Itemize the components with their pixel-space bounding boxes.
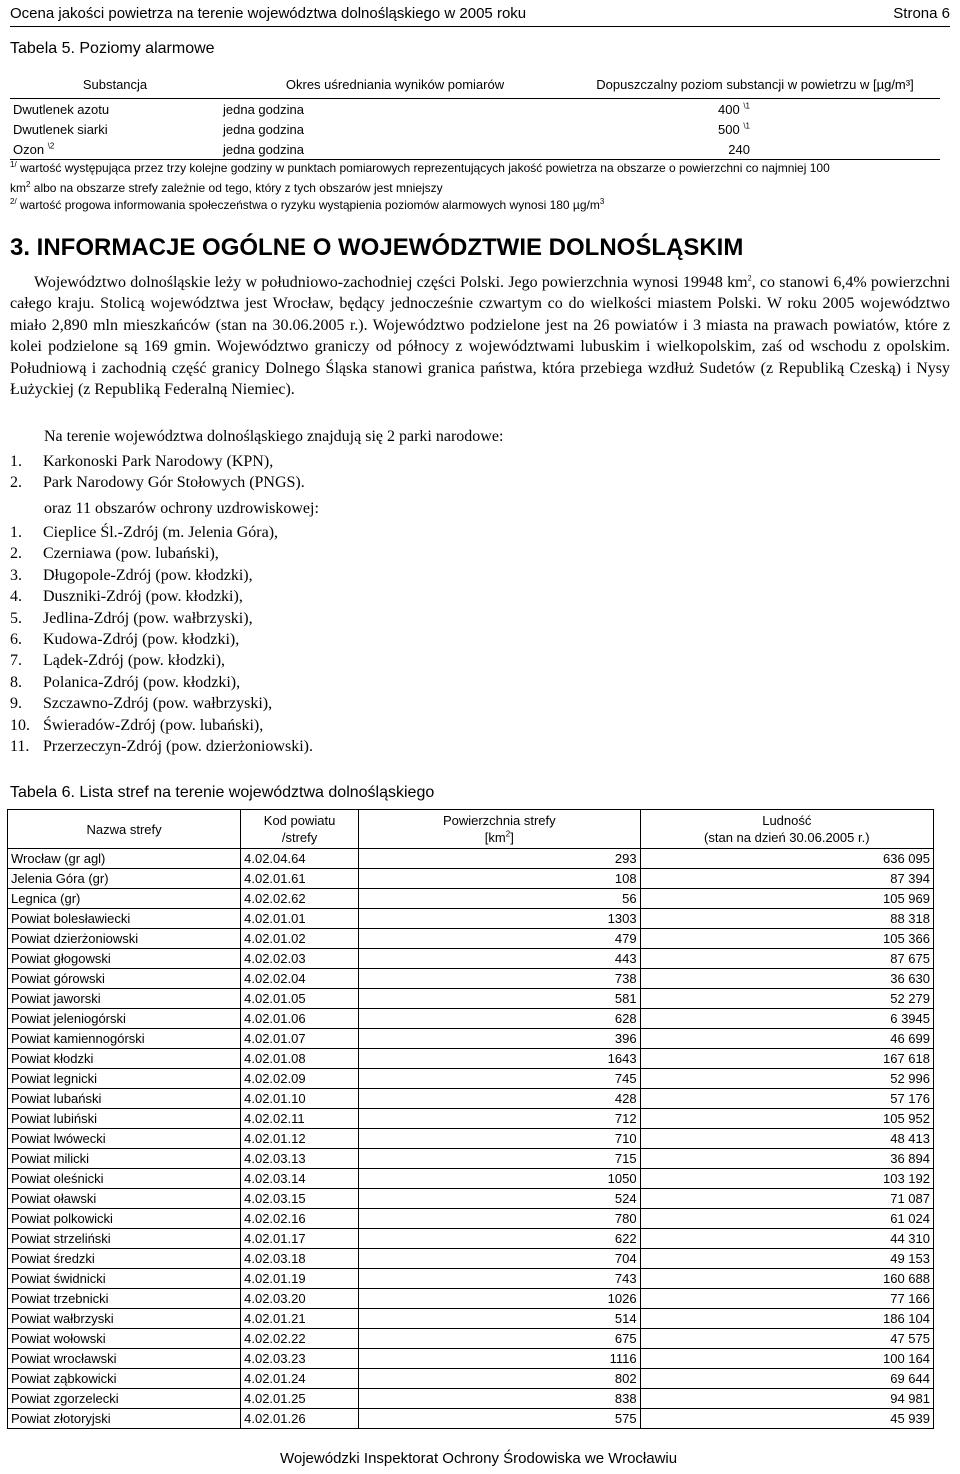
paragraph-text: , co stanowi 6,4% powierzchni całego kraju. Stolicą województwa jest Wrocław, będący jednocześnie czwartym co do wielkości miastem Polski. W roku 2005 województwo miało 2,890 mln mieszkańców (stan na 30.06.2005 r.). Województwo podzielone jest na 26 powiatów i 3 miasta na prawach powiatów, które z kolei podzielone są 169 gmin. Województwo graniczy od północy z województwami lubuskim i wielkopolskim, zaś od wschodu z opolskim. Południową i zachodnią część granicy Dolnego Śląska stanowi granica państwa, która przebiega wzdłuż Sudetów (z Republiką Czeską) i Nysy Łużyckiej (z Republiką Federalną Niemiec). bbox=[10, 274, 951, 399]
table6-header-area bbox=[359, 810, 641, 849]
zone-area-cell: 628 bbox=[359, 1009, 641, 1029]
zone-population-cell: 160 688 bbox=[640, 1269, 933, 1289]
table-row bbox=[8, 1309, 934, 1329]
section-body bbox=[10, 272, 950, 400]
zone-area-cell: 514 bbox=[359, 1309, 641, 1329]
cell-sup: \2 bbox=[47, 141, 55, 151]
list-text: Przerzeczyn-Zdrój (pow. dzierżoniowski). bbox=[43, 738, 313, 756]
list-number: 8. bbox=[10, 673, 22, 691]
zone-population-cell: 52 279 bbox=[640, 989, 933, 1009]
zone-area-cell: 745 bbox=[359, 1069, 641, 1089]
zone-area-cell: 1303 bbox=[359, 909, 641, 929]
table5-header-substance: Substancja bbox=[10, 70, 220, 99]
list-item bbox=[10, 736, 313, 757]
zone-name-cell: Powiat milicki bbox=[8, 1149, 241, 1169]
zone-area-cell: 1116 bbox=[359, 1349, 641, 1369]
cell-sup: \1 bbox=[743, 101, 750, 111]
zone-name-cell: Legnica (gr) bbox=[8, 889, 241, 909]
page-footer: Wojewódzki Inspektorat Ochrony Środowiska we Wrocławiu bbox=[280, 1450, 678, 1467]
zone-code-cell: 4.02.01.19 bbox=[241, 1269, 359, 1289]
zone-population-cell: 77 166 bbox=[640, 1289, 933, 1309]
list-number: 9. bbox=[10, 695, 22, 713]
list-item bbox=[10, 472, 305, 493]
zone-population-cell: 45 939 bbox=[640, 1409, 933, 1429]
table-row bbox=[8, 949, 934, 969]
header-line: /strefy bbox=[281, 830, 318, 845]
list-number: 1. bbox=[10, 453, 22, 470]
zone-population-cell: 88 318 bbox=[640, 909, 933, 929]
section-title: 3. INFORMACJE OGÓLNE O WOJEWÓDZTWIE DOLNOŚLĄSKIM bbox=[10, 234, 744, 261]
table-row bbox=[10, 139, 940, 160]
header-line: ] bbox=[510, 830, 514, 845]
cell-text: jedna godzina bbox=[223, 121, 304, 137]
zone-name-cell: Powiat lwówecki bbox=[8, 1129, 241, 1149]
zone-population-cell: 36 894 bbox=[640, 1149, 933, 1169]
list-item bbox=[10, 565, 313, 586]
spa-intro: oraz 11 obszarów ochrony uzdrowiskowej: bbox=[44, 500, 319, 517]
table-row bbox=[8, 869, 934, 889]
header-line: Kod powiatu bbox=[263, 813, 336, 828]
table-row bbox=[8, 1369, 934, 1389]
zone-population-cell: 103 192 bbox=[640, 1169, 933, 1189]
footnote-mark: 1/ bbox=[10, 160, 17, 169]
table-row bbox=[8, 1289, 934, 1309]
table6-zones bbox=[7, 809, 934, 1429]
list-item bbox=[10, 608, 313, 629]
list-number: 11. bbox=[10, 738, 30, 756]
substance-cell bbox=[10, 99, 220, 120]
zone-code-cell: 4.02.02.62 bbox=[241, 889, 359, 909]
zone-population-cell: 69 644 bbox=[640, 1369, 933, 1389]
period-cell bbox=[220, 139, 570, 160]
zone-population-cell: 6 3945 bbox=[640, 1009, 933, 1029]
zone-area-cell: 743 bbox=[359, 1269, 641, 1289]
paragraph-text: Województwo dolnośląskie leży w południowo-zachodniej części Polski. Jego powierzchnia wynosi 19948 km bbox=[34, 274, 748, 291]
zone-area-cell: 56 bbox=[359, 889, 641, 909]
table5-footnote-2 bbox=[10, 195, 604, 215]
table-row bbox=[8, 1109, 934, 1129]
zone-area-cell: 396 bbox=[359, 1029, 641, 1049]
zone-code-cell: 4.02.03.23 bbox=[241, 1349, 359, 1369]
zone-area-cell: 1026 bbox=[359, 1289, 641, 1309]
list-text: Długopole-Zdrój (pow. kłodzki), bbox=[43, 566, 253, 584]
zone-code-cell: 4.02.01.61 bbox=[241, 869, 359, 889]
list-text: Park Narodowy Gór Stołowych (PNGS). bbox=[43, 474, 305, 492]
zone-name-cell: Powiat jaworski bbox=[8, 989, 241, 1009]
table6-header-population bbox=[640, 810, 933, 849]
list-number: 6. bbox=[10, 631, 22, 649]
footnote-text: albo na obszarze strefy zależnie od tego, który z tych obszarów jest mniejszy bbox=[33, 181, 443, 195]
table-row bbox=[8, 929, 934, 949]
list-number: 4. bbox=[10, 588, 22, 606]
table-row bbox=[8, 1169, 934, 1189]
zone-code-cell: 4.02.01.07 bbox=[241, 1029, 359, 1049]
zone-area-cell: 428 bbox=[359, 1089, 641, 1109]
zone-name-cell: Powiat polkowicki bbox=[8, 1209, 241, 1229]
list-text: Lądek-Zdrój (pow. kłodzki), bbox=[43, 652, 226, 670]
footnote-sup: 3 bbox=[599, 197, 605, 206]
zone-population-cell: 636 095 bbox=[640, 849, 933, 869]
table-row bbox=[8, 889, 934, 909]
header-line: (stan na dzień 30.06.2005 r.) bbox=[704, 830, 870, 845]
zone-name-cell: Powiat lubański bbox=[8, 1089, 241, 1109]
cell-text: jedna godzina bbox=[223, 141, 304, 157]
zone-name-cell: Powiat bolesławiecki bbox=[8, 909, 241, 929]
list-number: 1. bbox=[10, 524, 22, 541]
parks-list bbox=[10, 451, 305, 494]
list-item bbox=[10, 629, 313, 650]
table-row bbox=[10, 99, 940, 120]
cell-sup: \1 bbox=[743, 121, 750, 131]
zone-name-cell: Powiat jeleniogórski bbox=[8, 1009, 241, 1029]
zone-name-cell: Powiat dzierżoniowski bbox=[8, 929, 241, 949]
list-text: Karkonoski Park Narodowy (KPN), bbox=[43, 453, 274, 470]
zone-population-cell: 186 104 bbox=[640, 1309, 933, 1329]
zone-name-cell: Powiat górowski bbox=[8, 969, 241, 989]
zone-area-cell: 675 bbox=[359, 1329, 641, 1349]
zone-area-cell: 581 bbox=[359, 989, 641, 1009]
zone-code-cell: 4.02.01.24 bbox=[241, 1369, 359, 1389]
zone-name-cell: Powiat wałbrzyski bbox=[8, 1309, 241, 1329]
table-row bbox=[8, 1269, 934, 1289]
zone-population-cell: 57 176 bbox=[640, 1089, 933, 1109]
zone-code-cell: 4.02.01.25 bbox=[241, 1389, 359, 1409]
zone-code-cell: 4.02.02.03 bbox=[241, 949, 359, 969]
table-row bbox=[8, 1129, 934, 1149]
zone-name-cell: Powiat legnicki bbox=[8, 1069, 241, 1089]
zone-population-cell: 87 675 bbox=[640, 949, 933, 969]
zone-population-cell: 52 996 bbox=[640, 1069, 933, 1089]
zone-name-cell: Powiat kamiennogórski bbox=[8, 1029, 241, 1049]
zone-name-cell: Powiat ząbkowicki bbox=[8, 1369, 241, 1389]
zone-area-cell: 710 bbox=[359, 1129, 641, 1149]
list-number: 3. bbox=[10, 566, 22, 584]
zone-code-cell: 4.02.01.17 bbox=[241, 1229, 359, 1249]
table-row bbox=[8, 1069, 934, 1089]
zone-code-cell: 4.02.01.05 bbox=[241, 989, 359, 1009]
zone-code-cell: 4.02.01.12 bbox=[241, 1129, 359, 1149]
table-row bbox=[8, 849, 934, 869]
paragraph bbox=[10, 272, 950, 400]
zone-name-cell: Wrocław (gr agl) bbox=[8, 849, 241, 869]
zone-name-cell: Jelenia Góra (gr) bbox=[8, 869, 241, 889]
zone-population-cell: 49 153 bbox=[640, 1249, 933, 1269]
list-text: Czerniawa (pow. lubański), bbox=[43, 545, 219, 563]
table-row bbox=[8, 1089, 934, 1109]
zone-area-cell: 108 bbox=[359, 869, 641, 889]
list-number: 2. bbox=[10, 545, 22, 563]
table5-header-level: Dopuszczalny poziom substancji w powietrzu w [µg/m³] bbox=[570, 70, 940, 99]
period-cell bbox=[220, 99, 570, 120]
page-number: Strona 6 bbox=[893, 4, 950, 22]
zone-population-cell: 94 981 bbox=[640, 1389, 933, 1409]
header-sup: 2 bbox=[505, 829, 511, 839]
table6-caption: Tabela 6. Lista stref na terenie województwa dolnośląskiego bbox=[10, 784, 435, 801]
list-text: Kudowa-Zdrój (pow. kłodzki), bbox=[43, 631, 240, 649]
footnote-sup: 2 bbox=[26, 180, 31, 189]
zone-code-cell: 4.02.02.04 bbox=[241, 969, 359, 989]
zone-name-cell: Powiat wołowski bbox=[8, 1329, 241, 1349]
cell-text: 500 bbox=[718, 121, 740, 137]
zone-code-cell: 4.02.03.15 bbox=[241, 1189, 359, 1209]
zone-population-cell: 48 413 bbox=[640, 1129, 933, 1149]
list-item bbox=[10, 451, 305, 472]
zone-name-cell: Powiat oleśnicki bbox=[8, 1169, 241, 1189]
table-row bbox=[8, 1389, 934, 1409]
list-item bbox=[10, 672, 313, 693]
zone-code-cell: 4.02.03.13 bbox=[241, 1149, 359, 1169]
zone-area-cell: 838 bbox=[359, 1389, 641, 1409]
zone-population-cell: 167 618 bbox=[640, 1049, 933, 1069]
table5-caption: Tabela 5. Poziomy alarmowe bbox=[10, 40, 215, 57]
footnote-text: wartość występująca przez trzy kolejne godziny w punktach pomiarowych reprezentujących jakość powietrza na obszarze o powierzchni co najmniej 100 bbox=[20, 161, 830, 175]
zone-code-cell: 4.02.02.09 bbox=[241, 1069, 359, 1089]
cell-text: jedna godzina bbox=[223, 101, 304, 117]
list-text: Duszniki-Zdrój (pow. kłodzki), bbox=[43, 588, 243, 606]
table-row bbox=[8, 1189, 934, 1209]
zone-area-cell: 715 bbox=[359, 1149, 641, 1169]
table5-footnote-1 bbox=[10, 158, 830, 198]
zone-area-cell: 575 bbox=[359, 1409, 641, 1429]
list-text: Cieplice Śl.-Zdrój (m. Jelenia Góra), bbox=[43, 524, 279, 541]
list-item bbox=[10, 543, 313, 564]
table-row bbox=[8, 1149, 934, 1169]
table-row bbox=[8, 1329, 934, 1349]
table5-alarm-levels bbox=[10, 70, 940, 160]
zone-area-cell: 1050 bbox=[359, 1169, 641, 1189]
zone-area-cell: 443 bbox=[359, 949, 641, 969]
list-text: Szczawno-Zdrój (pow. wałbrzyski), bbox=[43, 695, 273, 713]
footnote-text: km bbox=[10, 181, 26, 195]
zone-area-cell: 802 bbox=[359, 1369, 641, 1389]
table-row bbox=[8, 909, 934, 929]
list-text: Jedlina-Zdrój (pow. wałbrzyski), bbox=[43, 609, 253, 627]
zone-population-cell: 46 699 bbox=[640, 1029, 933, 1049]
table-row bbox=[8, 1029, 934, 1049]
zone-code-cell: 4.02.03.14 bbox=[241, 1169, 359, 1189]
spa-list bbox=[10, 522, 313, 757]
zone-code-cell: 4.02.02.11 bbox=[241, 1109, 359, 1129]
zone-code-cell: 4.02.01.26 bbox=[241, 1409, 359, 1429]
list-item bbox=[10, 586, 313, 607]
list-number: 10. bbox=[10, 716, 30, 734]
table-row bbox=[10, 119, 940, 139]
zone-area-cell: 479 bbox=[359, 929, 641, 949]
table5-header-period: Okres uśredniania wyników pomiarów bbox=[220, 70, 570, 99]
zone-area-cell: 622 bbox=[359, 1229, 641, 1249]
zone-name-cell: Powiat świdnicki bbox=[8, 1269, 241, 1289]
zone-code-cell: 4.02.01.08 bbox=[241, 1049, 359, 1069]
zone-population-cell: 105 952 bbox=[640, 1109, 933, 1129]
zone-code-cell: 4.02.04.64 bbox=[241, 849, 359, 869]
zone-code-cell: 4.02.01.02 bbox=[241, 929, 359, 949]
substance-cell bbox=[10, 119, 220, 139]
zone-area-cell: 1643 bbox=[359, 1049, 641, 1069]
zone-name-cell: Powiat głogowski bbox=[8, 949, 241, 969]
zone-code-cell: 4.02.01.10 bbox=[241, 1089, 359, 1109]
zone-area-cell: 712 bbox=[359, 1109, 641, 1129]
level-cell bbox=[570, 139, 940, 160]
footnote-text: wartość progowa informowania społeczeństwa o ryzyku wystąpienia poziomów alarmowych wynosi 180 µg/m bbox=[20, 198, 600, 212]
zone-name-cell: Powiat złotoryjski bbox=[8, 1409, 241, 1429]
parks-intro: Na terenie województwa dolnośląskiego znajdują się 2 parki narodowe: bbox=[44, 428, 504, 445]
document-title: Ocena jakości powietrza na terenie województwa dolnośląskiego w 2005 roku bbox=[10, 4, 527, 22]
table-row bbox=[8, 1409, 934, 1429]
zone-population-cell: 61 024 bbox=[640, 1209, 933, 1229]
header-line: [km bbox=[484, 830, 506, 845]
list-number: 2. bbox=[10, 474, 22, 492]
substance-cell bbox=[10, 139, 220, 160]
zone-code-cell: 4.02.03.18 bbox=[241, 1249, 359, 1269]
zone-area-cell: 738 bbox=[359, 969, 641, 989]
zone-name-cell: Powiat zgorzelecki bbox=[8, 1389, 241, 1409]
zone-area-cell: 293 bbox=[359, 849, 641, 869]
level-cell bbox=[570, 99, 940, 120]
list-text: Polanica-Zdrój (pow. kłodzki), bbox=[43, 673, 241, 691]
table6-header-code bbox=[241, 810, 359, 849]
cell-text: 400 bbox=[718, 101, 740, 117]
list-item bbox=[10, 522, 313, 543]
zone-population-cell: 105 969 bbox=[640, 889, 933, 909]
list-number: 5. bbox=[10, 609, 22, 627]
level-cell bbox=[570, 119, 940, 139]
table-row bbox=[8, 989, 934, 1009]
table-row bbox=[8, 1349, 934, 1369]
header-line: Powierzchnia strefy bbox=[442, 813, 556, 828]
table-row bbox=[8, 1049, 934, 1069]
zone-name-cell: Powiat strzeliński bbox=[8, 1229, 241, 1249]
zone-name-cell: Powiat średzki bbox=[8, 1249, 241, 1269]
zone-code-cell: 4.02.01.06 bbox=[241, 1009, 359, 1029]
zone-code-cell: 4.02.02.22 bbox=[241, 1329, 359, 1349]
paragraph-sup: 2 bbox=[747, 273, 752, 283]
zone-population-cell: 105 366 bbox=[640, 929, 933, 949]
cell-text: 240 bbox=[728, 141, 750, 157]
table6-header-name: Nazwa strefy bbox=[8, 810, 241, 849]
zone-name-cell: Powiat wrocławski bbox=[8, 1349, 241, 1369]
list-item bbox=[10, 650, 313, 671]
zone-area-cell: 780 bbox=[359, 1209, 641, 1229]
zone-population-cell: 100 164 bbox=[640, 1349, 933, 1369]
zone-population-cell: 36 630 bbox=[640, 969, 933, 989]
period-cell bbox=[220, 119, 570, 139]
cell-text: Ozon bbox=[13, 141, 45, 157]
zone-population-cell: 44 310 bbox=[640, 1229, 933, 1249]
zone-area-cell: 524 bbox=[359, 1189, 641, 1209]
table-row bbox=[8, 969, 934, 989]
zone-code-cell: 4.02.01.21 bbox=[241, 1309, 359, 1329]
zone-code-cell: 4.02.03.20 bbox=[241, 1289, 359, 1309]
list-item bbox=[10, 693, 313, 714]
zone-population-cell: 47 575 bbox=[640, 1329, 933, 1349]
zone-name-cell: Powiat oławski bbox=[8, 1189, 241, 1209]
list-text: Świeradów-Zdrój (pow. lubański), bbox=[43, 716, 264, 734]
zone-area-cell: 704 bbox=[359, 1249, 641, 1269]
zone-name-cell: Powiat kłodzki bbox=[8, 1049, 241, 1069]
header-line: Ludność bbox=[762, 813, 812, 828]
list-item bbox=[10, 715, 313, 736]
cell-text: Dwutlenek siarki bbox=[13, 121, 108, 137]
table-row bbox=[8, 1009, 934, 1029]
page-header bbox=[10, 0, 950, 27]
zone-population-cell: 71 087 bbox=[640, 1189, 933, 1209]
table-row bbox=[8, 1229, 934, 1249]
zone-code-cell: 4.02.01.01 bbox=[241, 909, 359, 929]
footnote-mark: 2/ bbox=[10, 197, 17, 206]
table-row bbox=[8, 1209, 934, 1229]
zone-name-cell: Powiat lubiński bbox=[8, 1109, 241, 1129]
zone-population-cell: 87 394 bbox=[640, 869, 933, 889]
zone-name-cell: Powiat trzebnicki bbox=[8, 1289, 241, 1309]
zone-code-cell: 4.02.02.16 bbox=[241, 1209, 359, 1229]
cell-text: Dwutlenek azotu bbox=[13, 101, 110, 117]
table-row bbox=[8, 1249, 934, 1269]
list-number: 7. bbox=[10, 652, 22, 670]
